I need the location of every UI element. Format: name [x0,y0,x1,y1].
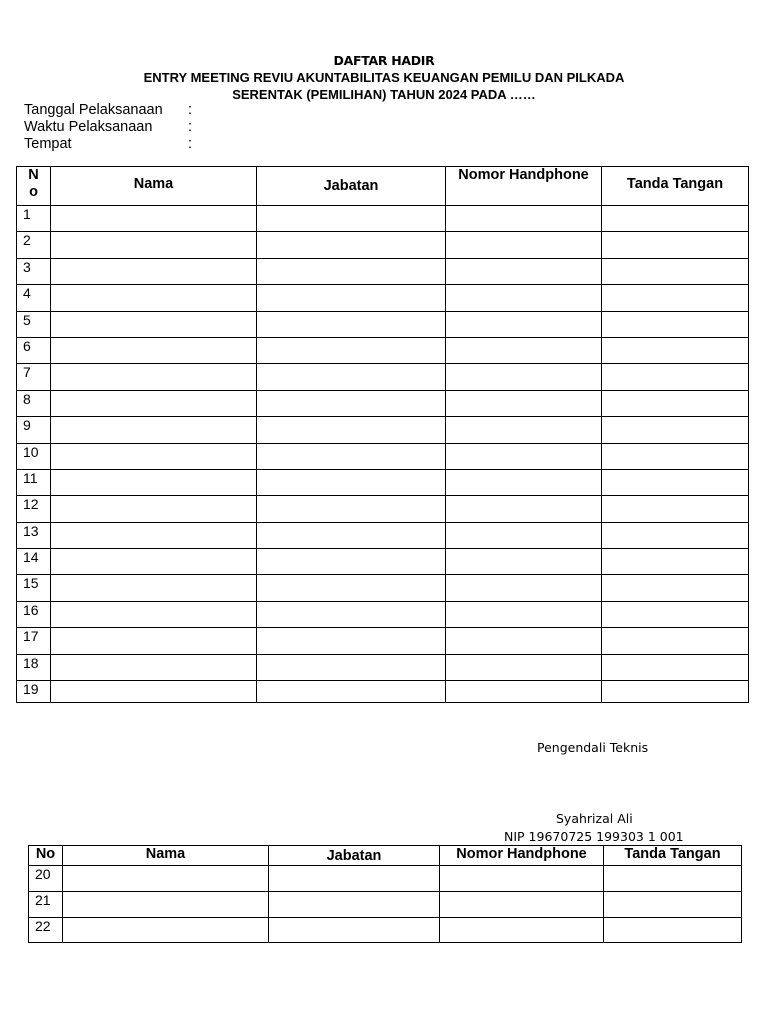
doc-subtitle-line1: ENTRY MEETING REVIU AKUNTABILITAS KEUANGAN PEMILU DAN PILKADA [143,70,625,85]
hp-cell[interactable] [446,681,602,703]
info-sep: : [188,102,193,118]
table-row [29,892,742,918]
jabatan-cell[interactable] [257,206,446,232]
ttd-cell[interactable] [602,390,749,416]
row-number: 14 [17,549,51,575]
hp-cell[interactable] [446,206,602,232]
nama-cell[interactable] [51,364,257,390]
jabatan-cell[interactable] [257,311,446,337]
table-row [17,337,749,363]
hp-cell[interactable] [446,601,602,627]
hp-cell[interactable] [446,417,602,443]
jabatan-cell[interactable] [257,549,446,575]
row-number: 12 [17,496,51,522]
ttd-cell[interactable] [604,892,742,918]
ttd-cell[interactable] [602,681,749,703]
ttd-cell[interactable] [602,417,749,443]
nama-cell[interactable] [51,601,257,627]
nama-cell[interactable] [51,390,257,416]
hp-cell[interactable] [446,311,602,337]
row-number: 17 [17,628,51,654]
nama-cell[interactable] [51,575,257,601]
table-row [17,232,749,258]
header-ttd: Tanda Tangan [602,167,749,206]
header-no-line2: o [29,184,38,200]
info-label: Tanggal Pelaksanaan [24,102,163,118]
nama-cell[interactable] [51,654,257,680]
row-number: 20 [29,866,63,892]
nama-cell[interactable] [51,469,257,495]
hp-cell[interactable] [446,469,602,495]
signature-role: Pengendali Teknis [537,740,649,755]
header-nama: Nama [51,167,257,206]
nama-cell[interactable] [51,285,257,311]
nama-cell[interactable] [63,892,269,918]
row-number: 5 [17,311,51,337]
hp-cell[interactable] [446,575,602,601]
hp-cell[interactable] [440,918,604,943]
jabatan-cell[interactable] [257,337,446,363]
jabatan-cell[interactable] [257,522,446,548]
jabatan-cell[interactable] [269,918,440,943]
hp-cell[interactable] [440,892,604,918]
signature-name: Syahrizal Ali [556,811,633,826]
row-number: 7 [17,364,51,390]
ttd-cell[interactable] [602,601,749,627]
nama-cell[interactable] [51,206,257,232]
header-ttd: Tanda Tangan [604,846,742,866]
row-number: 6 [17,337,51,363]
jabatan-cell[interactable] [257,390,446,416]
hp-cell[interactable] [446,522,602,548]
table-row [17,549,749,575]
ttd-cell[interactable] [604,866,742,892]
nama-cell[interactable] [51,232,257,258]
hp-cell[interactable] [446,628,602,654]
row-number: 8 [17,390,51,416]
table-row [17,206,749,232]
hp-cell[interactable] [446,390,602,416]
jabatan-cell[interactable] [257,575,446,601]
row-number: 21 [29,892,63,918]
table-row [17,390,749,416]
doc-subtitle-line2: SERENTAK (PEMILIHAN) TAHUN 2024 PADA …… [232,87,536,102]
info-row-tanggal [24,102,192,118]
jabatan-cell[interactable] [257,443,446,469]
attendance-table-1 [16,166,749,703]
header-nama: Nama [63,846,269,866]
attendance-table-2 [28,845,742,943]
jabatan-cell[interactable] [257,496,446,522]
signature-nip: NIP 19670725 199303 1 001 [504,829,684,844]
jabatan-cell[interactable] [269,866,440,892]
row-number: 15 [17,575,51,601]
table-row [17,311,749,337]
jabatan-cell[interactable] [257,681,446,703]
table-row [17,496,749,522]
jabatan-cell[interactable] [257,364,446,390]
ttd-cell[interactable] [602,285,749,311]
jabatan-cell[interactable] [257,601,446,627]
table-row [17,258,749,284]
info-label: Tempat [24,136,72,152]
row-number: 9 [17,417,51,443]
row-number: 10 [17,443,51,469]
nama-cell[interactable] [63,918,269,943]
row-number: 4 [17,285,51,311]
jabatan-cell[interactable] [257,654,446,680]
hp-cell[interactable] [440,866,604,892]
row-number: 13 [17,522,51,548]
header-no: No [29,846,63,866]
hp-cell[interactable] [446,337,602,363]
hp-cell[interactable] [446,654,602,680]
nama-cell[interactable] [51,522,257,548]
ttd-cell[interactable] [602,654,749,680]
jabatan-cell[interactable] [269,892,440,918]
jabatan-cell[interactable] [257,258,446,284]
ttd-cell[interactable] [602,232,749,258]
ttd-cell[interactable] [602,337,749,363]
ttd-cell[interactable] [604,918,742,943]
ttd-cell[interactable] [602,469,749,495]
hp-cell[interactable] [446,496,602,522]
header-no-line1: N [28,167,39,183]
hp-cell[interactable] [446,364,602,390]
row-number: 19 [17,681,51,703]
table-row [17,469,749,495]
info-sep: : [188,119,193,135]
ttd-cell[interactable] [602,628,749,654]
table-row [17,628,749,654]
table-row [17,364,749,390]
table-row [17,681,749,703]
nama-cell[interactable] [51,443,257,469]
ttd-cell[interactable] [602,443,749,469]
row-number: 3 [17,258,51,284]
nama-cell[interactable] [51,628,257,654]
header-jabatan: Jabatan [257,167,446,206]
nama-cell[interactable] [51,311,257,337]
hp-cell[interactable] [446,258,602,284]
ttd-cell[interactable] [602,522,749,548]
jabatan-cell[interactable] [257,628,446,654]
info-row-waktu [24,119,192,135]
header-hp: Nomor Handphone [446,167,602,206]
doc-title: DAFTAR HADIR [333,53,435,68]
nama-cell[interactable] [51,258,257,284]
nama-cell[interactable] [51,549,257,575]
jabatan-cell[interactable] [257,232,446,258]
row-number: 11 [17,469,51,495]
row-number: 18 [17,654,51,680]
table-row [17,417,749,443]
ttd-cell[interactable] [602,311,749,337]
hp-cell[interactable] [446,443,602,469]
info-sep: : [188,136,193,152]
hp-cell[interactable] [446,232,602,258]
table-row [17,601,749,627]
row-number: 2 [17,232,51,258]
table-row [17,522,749,548]
header-jabatan: Jabatan [269,846,440,866]
ttd-cell[interactable] [602,364,749,390]
table-row [17,575,749,601]
jabatan-cell[interactable] [257,417,446,443]
table-row [17,285,749,311]
table-row [29,866,742,892]
nama-cell[interactable] [51,337,257,363]
jabatan-cell[interactable] [257,469,446,495]
row-number: 16 [17,601,51,627]
nama-cell[interactable] [51,417,257,443]
ttd-cell[interactable] [602,575,749,601]
nama-cell[interactable] [51,496,257,522]
ttd-cell[interactable] [602,258,749,284]
header-hp: Nomor Handphone [440,846,604,866]
table-row [17,654,749,680]
ttd-cell[interactable] [602,496,749,522]
ttd-cell[interactable] [602,206,749,232]
row-number: 22 [29,918,63,943]
jabatan-cell[interactable] [257,285,446,311]
hp-cell[interactable] [446,285,602,311]
table-row [17,443,749,469]
nama-cell[interactable] [63,866,269,892]
row-number: 1 [17,206,51,232]
info-label: Waktu Pelaksanaan [24,119,153,135]
table-row [29,918,742,943]
info-row-tempat [24,136,192,152]
ttd-cell[interactable] [602,549,749,575]
header-no [17,167,51,206]
hp-cell[interactable] [446,549,602,575]
nama-cell[interactable] [51,681,257,703]
